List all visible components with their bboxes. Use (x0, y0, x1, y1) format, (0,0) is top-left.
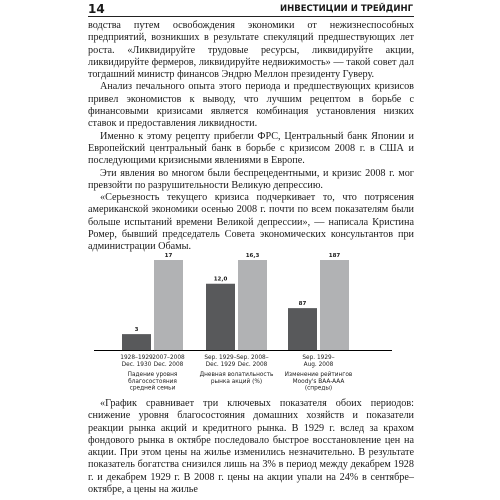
bar-category-label: Dec. 1930 (121, 361, 152, 368)
running-header-title: ИНВЕСТИЦИИ И ТРЕЙДИНГ (280, 4, 413, 14)
paragraph: Анализ печального опыта этого периода и предшествующих кризисов привел экономистов к выводу, что лучшим рецептом в борьбе с финансовыми кризисами является комбинация установления низких ставок и предоставления ликвидности. (88, 81, 414, 130)
paragraph: Эти явления во многом были беспрецедентными, и кризис 2008 г. мог превзойти по разрушительности Великую депрессию. (88, 167, 414, 191)
bar-category-label: 1928–1929 (120, 355, 153, 361)
group-caption: благосостояния (128, 378, 177, 385)
page-number: 14 (88, 2, 105, 16)
paragraph: водства путем освобождения экономики от нежизнеспособных предприятий, возникших в результате спекуляций предшествующих лет роста. «Ликвидируйте трудовые ресурсы, ликвидируйте акции, ликвидируйте фермеров, ликвидируйте недвижимость» — такой совет дал тогдашний министр финансов Эндрю Меллон президенту Гуверу. (88, 20, 414, 81)
group-caption: средней семьи (129, 385, 176, 392)
chart-bar (154, 260, 183, 350)
body-text-top (88, 20, 414, 254)
group-caption: Дневная волатильность (199, 372, 274, 378)
chart-svg (88, 248, 414, 398)
bar-value-label: 87 (298, 301, 307, 308)
group-caption: (спреды) (304, 385, 333, 392)
bar-category-label: Sep. 1929– (204, 355, 237, 361)
paragraph: «Серьезность текущего кризиса подчеркивает то, что потрясения американской экономики осенью 2008 г. почти по всем показателям были больше испытаний времени Великой депрессии», — написала Кристина Ромер, бывший председатель Совета экономических консультантов при администрации Обамы. (88, 192, 414, 253)
bar-category-label: Dec. 1929 (205, 361, 236, 368)
bar-category-label: Dec. 2008 (153, 361, 184, 368)
bar-category-label: Aug. 2008 (303, 361, 334, 368)
chart-bar (320, 260, 349, 350)
bar-value-label: 17 (164, 253, 173, 259)
bar-value-label: 16,3 (245, 253, 260, 259)
group-caption: Падение уровня (127, 372, 178, 378)
group-caption: рынка акций (%) (210, 378, 263, 385)
bar-category-label: Sep. 2008– (236, 355, 269, 361)
paragraph: Именно к этому рецепту прибегли ФРС, Центральный банк Японии и Европейский центральный банк в борьбе с кризисом 2008 г. в США и последующими кризисными явлениями в Европе. (88, 130, 414, 167)
bar-category-label: Sep. 1929– (302, 355, 335, 361)
group-caption: Изменение рейтингов (284, 372, 353, 378)
body-text-bottom (88, 398, 414, 496)
bar-value-label: 12,0 (213, 276, 228, 283)
paragraph: «График сравнивает три ключевых показателя обоих периодов: снижение уровня благосостояния домашних хозяйств и показатели реакции рынка акций и кредитного рынка. В 1929 г. вслед за крахом фондового рынка в октябре последовало быстрое восстановление цен на акции. При этом цены на жилье изменились незначительно. В результате показатель богатства снизился лишь на 3% в период между декабрем 1928 г. и декабрем 1929 г. В 2008 г. цены на акции упали на 24% в сентябре–октябре, а цены на жилье (88, 398, 414, 496)
chart-bar (238, 260, 267, 350)
bar-value-label: 3 (134, 327, 139, 334)
header-rule (88, 16, 414, 17)
group-caption: Moody's BAA-AAA (292, 378, 345, 385)
chart-bar (206, 284, 235, 350)
bar-category-label: Dec. 2008 (237, 361, 268, 368)
comparison-bar-chart (88, 248, 414, 398)
bar-category-label: 2007–2008 (152, 355, 185, 361)
chart-bar (288, 308, 317, 350)
chart-bar (122, 334, 151, 350)
bar-value-label: 187 (328, 253, 341, 259)
